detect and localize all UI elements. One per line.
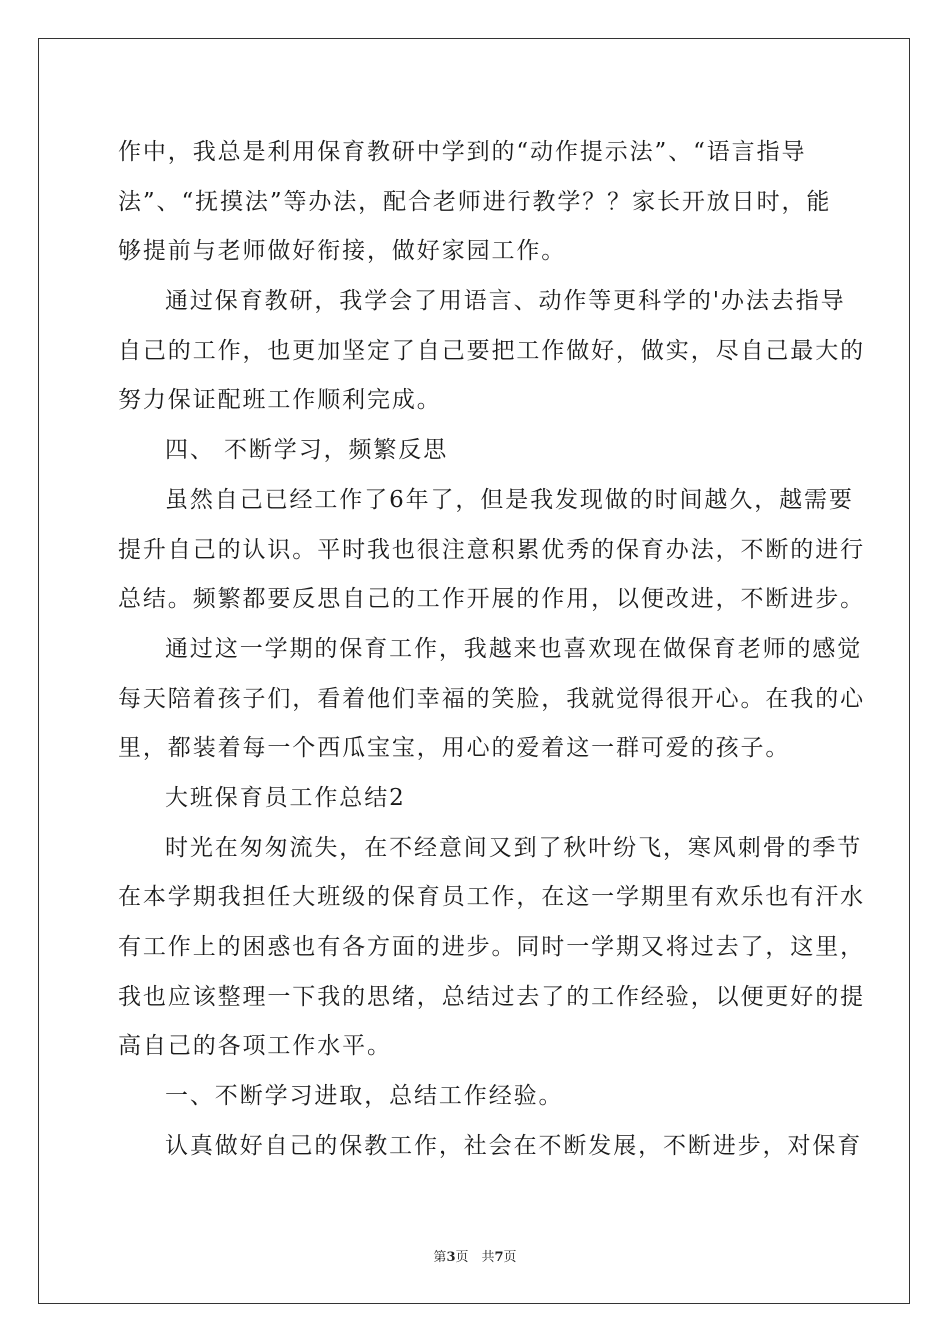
text-line: 有工作上的困惑也有各方面的进步。同时一学期又将过去了，这里， — [118, 934, 865, 960]
text-line: 法”、“抚摸法”等办法，配合老师进行教学？？家长开放日时，能 — [118, 188, 832, 215]
text-line: 大班保育员工作总结2 — [165, 784, 406, 811]
current-page-number: 3 — [446, 1250, 456, 1265]
document-body — [118, 128, 865, 1171]
footer-mid: 页 共 — [455, 1250, 495, 1265]
text-line: 虽然自己已经工作了6年了，但是我发现做的时间越久，越需要 — [165, 486, 854, 513]
text-line: 通过保育教研，我学会了用语言、动作等更科学的'办法去指导 — [165, 288, 846, 315]
text-line: 里，都装着每一个西瓜宝宝，用心的爱着这一群可爱的孩子。 — [118, 735, 791, 762]
text-line: 够提前与老师做好衔接，做好家园工作。 — [118, 238, 567, 265]
text-line: 认真做好自己的保教工作，社会在不断发展，不断进步，对保育 — [165, 1132, 863, 1159]
text-line: 在本学期我担任大班级的保育员工作，在这一学期里有欢乐也有汗水 — [118, 884, 865, 911]
text-line: 四、 不断学习，频繁反思 — [165, 437, 449, 464]
text-line: 每天陪着孩子们，看着他们幸福的笑脸，我就觉得很开心。在我的心 — [118, 685, 865, 712]
text-line: 通过这一学期的保育工作，我越来也喜欢现在做保育老师的感觉 — [165, 635, 863, 662]
text-line: 总结。频繁都要反思自己的工作开展的作用，以便改进，不断进步。 — [118, 586, 865, 613]
text-line: 时光在匆匆流失，在不经意间又到了秋叶纷飞，寒风刺骨的季节 — [165, 834, 863, 861]
footer-prefix: 第 — [433, 1250, 447, 1265]
text-line: 我也应该整理一下我的思绪，总结过去了的工作经验，以便更好的提 — [118, 983, 865, 1010]
text-line: 提升自己的认识。平时我也很注意积累优秀的保育办法，不断的进行 — [118, 536, 865, 563]
footer-suffix: 页 — [503, 1250, 517, 1265]
text-line: 高自己的各项工作水平。 — [118, 1033, 392, 1060]
text-line: 一、不断学习进取，总结工作经验。 — [165, 1083, 564, 1110]
text-line: 努力保证配班工作顺利完成。 — [118, 387, 442, 414]
text-line: 自己的工作，也更加坚定了自己要把工作做好，做实，尽自己最大的 — [118, 337, 865, 364]
text-line: 作中，我总是利用保育教研中学到的“动作提示法”、“语言指导 — [118, 139, 807, 165]
total-page-number: 7 — [494, 1250, 504, 1265]
page-footer — [0, 1246, 950, 1265]
